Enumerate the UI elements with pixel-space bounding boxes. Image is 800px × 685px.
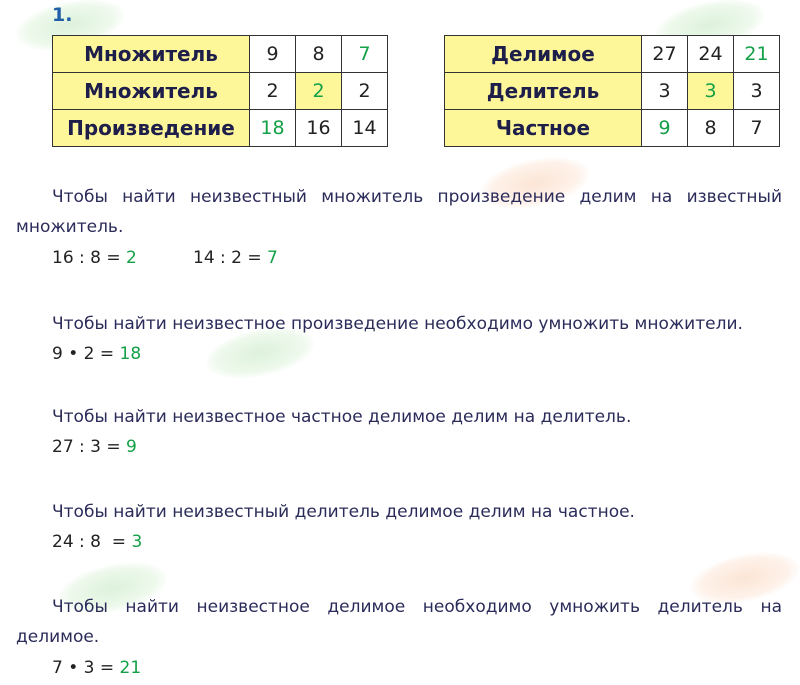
table-cell: 9 (250, 36, 296, 73)
table-cell: 16 (296, 110, 342, 147)
table-row (53, 110, 388, 147)
table-cell: 2 (296, 73, 342, 110)
table-cell: 8 (688, 110, 734, 147)
row-label: Делитель (445, 73, 642, 110)
rule-text: Чтобы найти неизвестный делитель делимое делим на частное. (52, 502, 635, 522)
equation (52, 243, 137, 273)
equation-answer: 18 (119, 344, 142, 364)
row-label: Множитель (53, 73, 250, 110)
table-row (445, 73, 780, 110)
table-cell: 24 (688, 36, 734, 73)
row-label: Множитель (53, 36, 250, 73)
equation-answer: 9 (126, 437, 137, 457)
rule-paragraph (16, 497, 782, 527)
table-cell: 8 (296, 36, 342, 73)
equation (193, 243, 278, 273)
equation-answer: 3 (131, 532, 143, 552)
equation (52, 432, 137, 462)
table-cell: 9 (642, 110, 688, 147)
rule-paragraph (16, 402, 782, 432)
rule-text: Чтобы найти неизвестный множитель произведение делим на известный множитель. (16, 187, 782, 237)
table-cell: 7 (342, 36, 388, 73)
equation (52, 653, 141, 683)
table-row (53, 36, 388, 73)
equation-expression: 7 • 3 = (52, 658, 120, 678)
equation-expression: 14 : 2 = (193, 248, 268, 268)
multiplication-table (52, 35, 388, 147)
rule-paragraph (16, 592, 782, 652)
row-label: Произведение (53, 110, 250, 147)
equation-answer: 21 (119, 658, 142, 678)
rule-paragraph (16, 182, 782, 242)
table-row (445, 36, 780, 73)
table-cell: 14 (342, 110, 388, 147)
row-label: Частное (445, 110, 642, 147)
table-cell: 2 (342, 73, 388, 110)
equation-expression: 9 • 2 = (52, 344, 120, 364)
rule-text: Чтобы найти неизвестное частное делимое делим на делитель. (52, 407, 632, 427)
equation (52, 527, 142, 557)
equation-expression: 24 : 8 = (52, 532, 132, 552)
equation-answer: 2 (126, 248, 137, 268)
rule-paragraph (16, 309, 782, 339)
table-cell: 2 (250, 73, 296, 110)
table-cell: 7 (734, 110, 780, 147)
row-label: Делимое (445, 36, 642, 73)
table-cell: 3 (688, 73, 734, 110)
rule-text: Чтобы найти неизвестное произведение необходимо умножить множители. (52, 314, 743, 334)
table-cell: 18 (250, 110, 296, 147)
table-cell: 3 (642, 73, 688, 110)
table-cell: 3 (734, 73, 780, 110)
equation-expression: 27 : 3 = (52, 437, 127, 457)
task-number: 1. (52, 4, 73, 26)
equation (52, 339, 141, 369)
table-cell: 27 (642, 36, 688, 73)
rule-text: Чтобы найти неизвестное делимое необходимо умножить делитель на делимое. (16, 597, 782, 647)
table-row (53, 73, 388, 110)
table-cell: 21 (734, 36, 780, 73)
equation-expression: 16 : 8 = (52, 248, 127, 268)
division-table (444, 35, 780, 147)
equation-answer: 7 (267, 248, 278, 268)
table-row (445, 110, 780, 147)
